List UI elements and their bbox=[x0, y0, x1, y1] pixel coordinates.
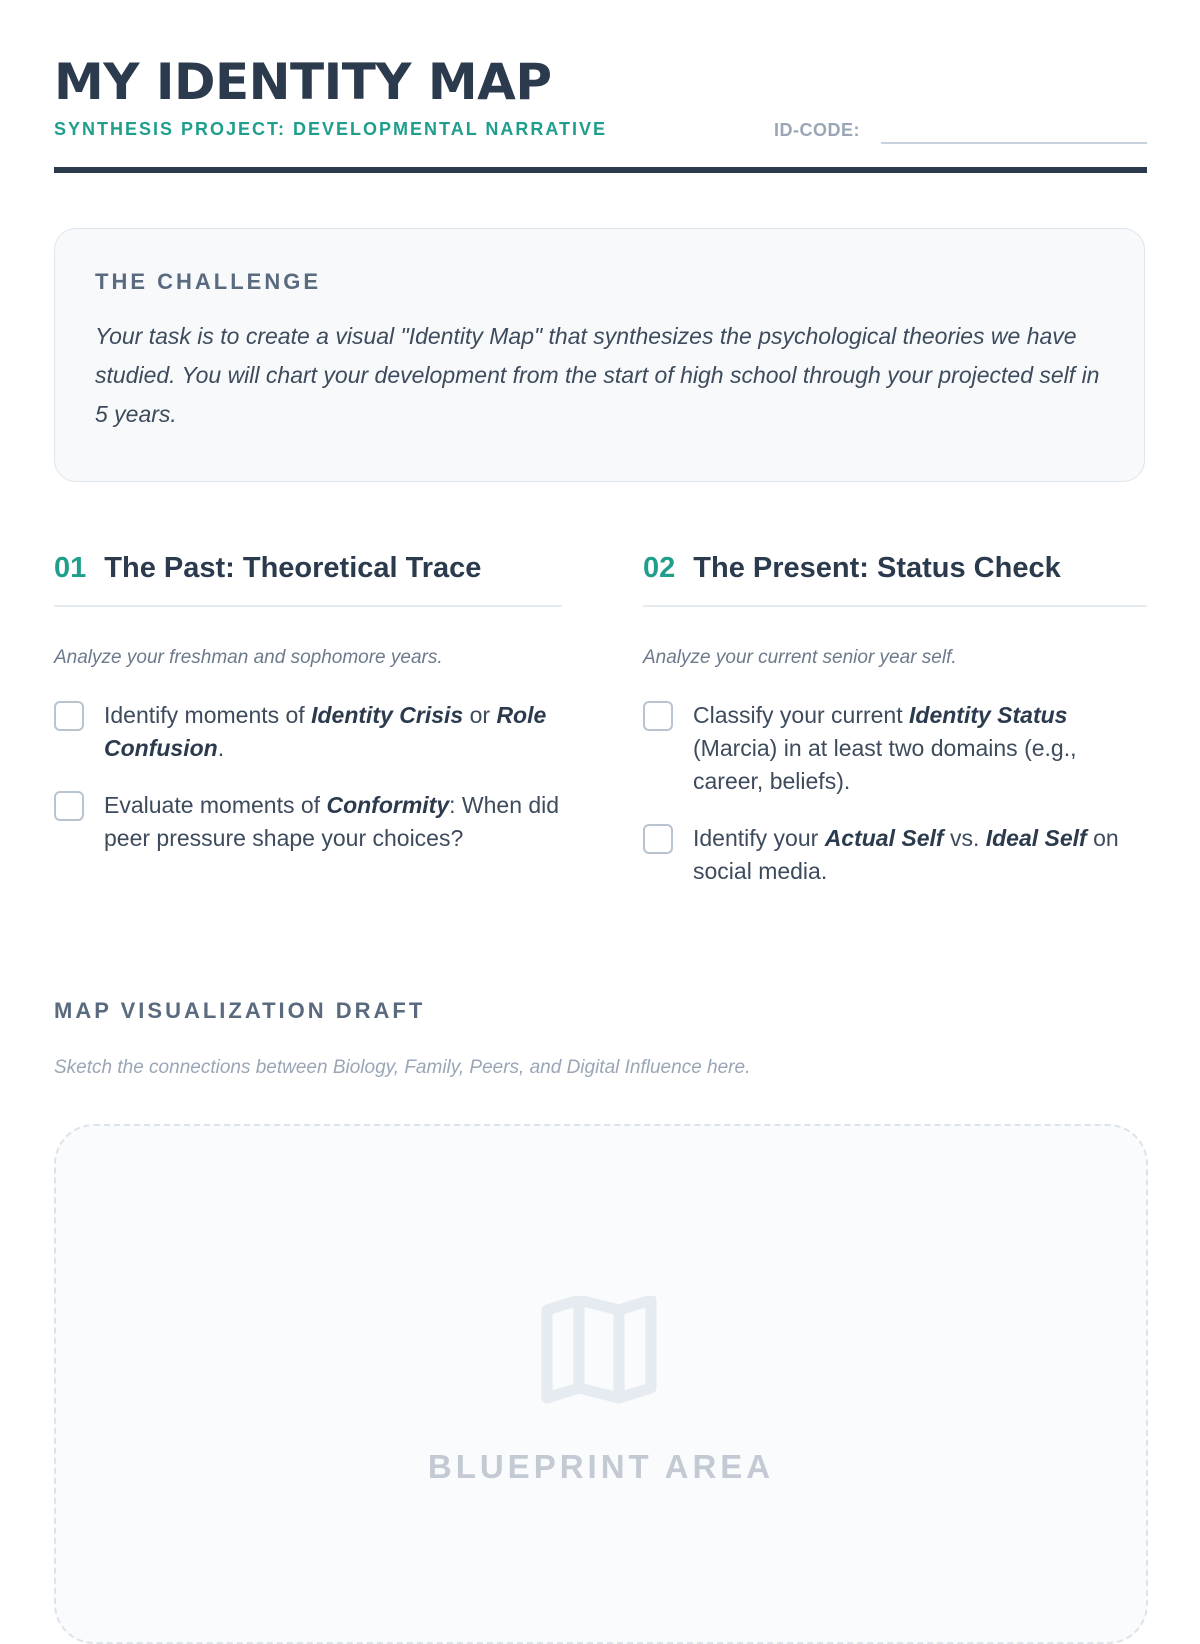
item-text: : When did peer pressure shape your choices? bbox=[104, 792, 560, 851]
checklist bbox=[643, 699, 1147, 888]
item-text: on social media. bbox=[693, 825, 1119, 884]
page-title: MY IDENTITY MAP bbox=[54, 53, 552, 111]
checkbox[interactable] bbox=[54, 791, 84, 821]
checklist-item bbox=[54, 789, 562, 855]
section-intro: Analyze your current senior year self. bbox=[643, 647, 957, 668]
id-code-field[interactable] bbox=[881, 142, 1147, 144]
key-term: Conformity bbox=[326, 792, 450, 818]
checkbox[interactable] bbox=[643, 701, 673, 731]
checklist-item-text bbox=[693, 822, 1147, 888]
key-term: Identity Crisis bbox=[311, 702, 464, 728]
section-title: The Past: Theoretical Trace bbox=[104, 552, 482, 584]
map-hint: Sketch the connections between Biology, Family, Peers, and Digital Influence here. bbox=[54, 1057, 751, 1078]
checklist-item-text bbox=[104, 789, 562, 855]
item-text: or bbox=[463, 702, 497, 728]
blueprint-area[interactable] bbox=[54, 1124, 1148, 1644]
checklist-item-text bbox=[104, 699, 562, 765]
challenge-box bbox=[54, 228, 1145, 482]
item-text: (Marcia) in at least two domains (e.g., career, beliefs). bbox=[693, 735, 1077, 794]
item-text: vs. bbox=[943, 825, 986, 851]
id-code-label: ID-CODE: bbox=[774, 120, 860, 140]
checklist-item bbox=[643, 699, 1147, 798]
blueprint-label: BLUEPRINT AREA bbox=[427, 1448, 775, 1485]
challenge-text: Your task is to create a visual "Identity Map" that synthesizes the psychological theories we have studied. You will chart your development from the start of high school through your projected self in 5 years. bbox=[95, 323, 1100, 427]
section-present bbox=[643, 552, 1147, 912]
item-text: . bbox=[217, 735, 225, 761]
section-past bbox=[54, 552, 562, 879]
challenge-title: THE CHALLENGE bbox=[95, 269, 321, 294]
page-subtitle: SYNTHESIS PROJECT: DEVELOPMENTAL NARRATIVE bbox=[54, 119, 608, 139]
item-text: Classify your current bbox=[693, 702, 910, 728]
checklist-item bbox=[643, 822, 1147, 888]
checklist bbox=[54, 699, 562, 855]
section-intro: Analyze your freshman and sophomore years. bbox=[54, 647, 443, 668]
checklist-item-text bbox=[693, 699, 1147, 798]
map-icon bbox=[541, 1296, 657, 1406]
section-number: 01 bbox=[54, 552, 87, 584]
checkbox[interactable] bbox=[643, 824, 673, 854]
checkbox[interactable] bbox=[54, 701, 84, 731]
section-number: 02 bbox=[643, 552, 676, 584]
header-divider bbox=[54, 167, 1147, 173]
section-title: The Present: Status Check bbox=[693, 552, 1061, 584]
checklist-item bbox=[54, 699, 562, 765]
key-term: Identity Status bbox=[909, 702, 1068, 728]
item-text: Evaluate moments of bbox=[104, 792, 327, 818]
key-term: Ideal Self bbox=[985, 825, 1087, 851]
section-heading bbox=[54, 552, 562, 607]
item-text: Identify your bbox=[693, 825, 825, 851]
header bbox=[54, 52, 1147, 142]
key-term: Actual Self bbox=[824, 825, 944, 851]
section-heading bbox=[643, 552, 1147, 607]
key-term: Role Confusion bbox=[104, 702, 547, 761]
map-section-title: MAP VISUALIZATION DRAFT bbox=[54, 998, 426, 1023]
header-subrow bbox=[54, 112, 1147, 142]
item-text: Identify moments of bbox=[104, 702, 312, 728]
